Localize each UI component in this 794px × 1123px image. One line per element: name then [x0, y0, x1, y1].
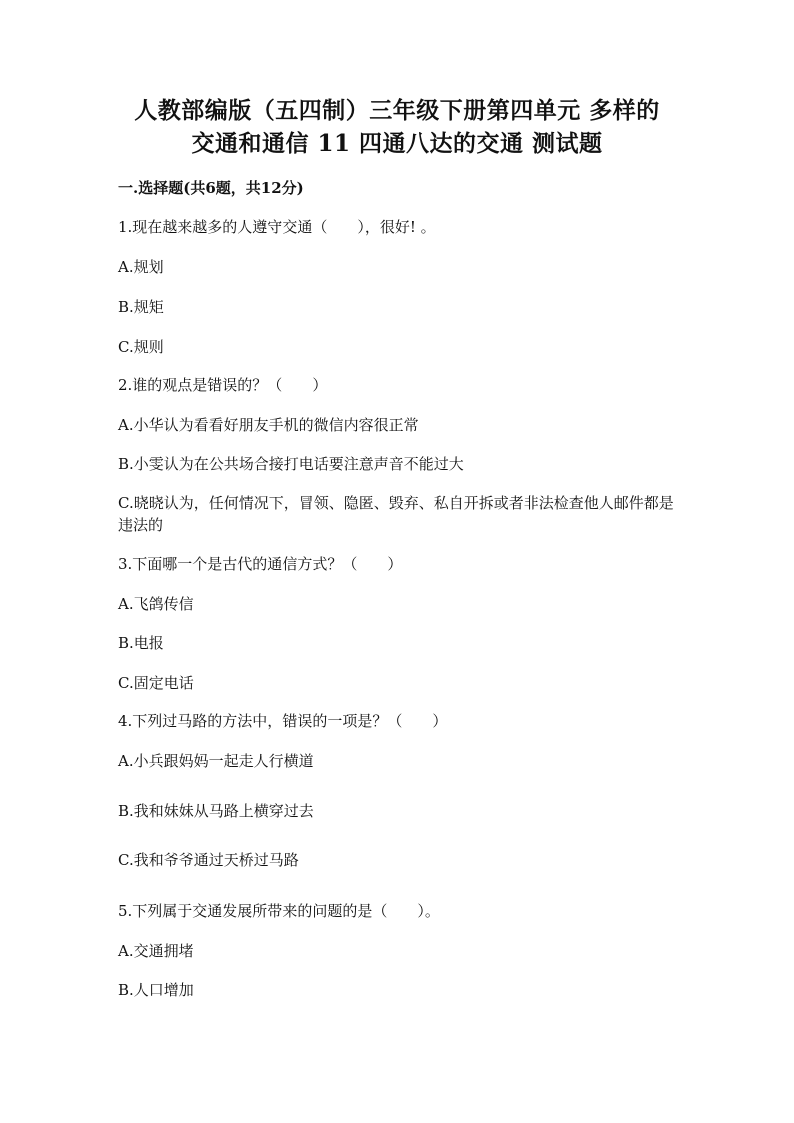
question-4-option-c: C.我和爷爷通过天桥过马路: [118, 851, 299, 869]
question-2-option-b: B.小雯认为在公共场合接打电话要注意声音不能过大: [118, 455, 464, 473]
question-2-stem: 2.谁的观点是错误的？（ ）: [118, 376, 328, 394]
question-1-option-b: B.规矩: [118, 298, 164, 316]
question-3-stem: 3.下面哪一个是古代的通信方式？（ ）: [118, 555, 403, 573]
question-2-option-c: C.晓晓认为，任何情况下，冒领、隐匿、毁弃、私自开拆或者非法检查他人邮件都是违法的: [118, 494, 674, 534]
question-1-stem: 1.现在越来越多的人遵守交通（ ），很好! 。: [118, 218, 436, 236]
section-heading: 一.选择题(共6题，共12分): [118, 179, 304, 197]
question-4-option-b: B.我和妹妹从马路上横穿过去: [118, 802, 314, 820]
question-2-option-a: A.小华认为看看好朋友手机的微信内容很正常: [118, 416, 419, 434]
question-3-option-c: C.固定电话: [118, 674, 194, 692]
question-5-stem: 5.下列属于交通发展所带来的问题的是（ ）。: [118, 902, 440, 920]
document-title-line-1: 人教部编版（五四制）三年级下册第四单元 多样的: [134, 97, 660, 124]
document-title-line-2: 交通和通信 11 四通八达的交通 测试题: [191, 130, 603, 157]
question-1-option-a: A.规划: [118, 258, 164, 276]
question-3-option-a: A.飞鸽传信: [118, 595, 194, 613]
question-1-option-c: C.规则: [118, 338, 164, 356]
question-5-option-a: A.交通拥堵: [118, 942, 194, 960]
question-5-option-b: B.人口增加: [118, 981, 194, 999]
question-4-option-a: A.小兵跟妈妈一起走人行横道: [118, 752, 314, 770]
question-3-option-b: B.电报: [118, 634, 164, 652]
question-4-stem: 4.下列过马路的方法中，错误的一项是？（ ）: [118, 712, 448, 730]
